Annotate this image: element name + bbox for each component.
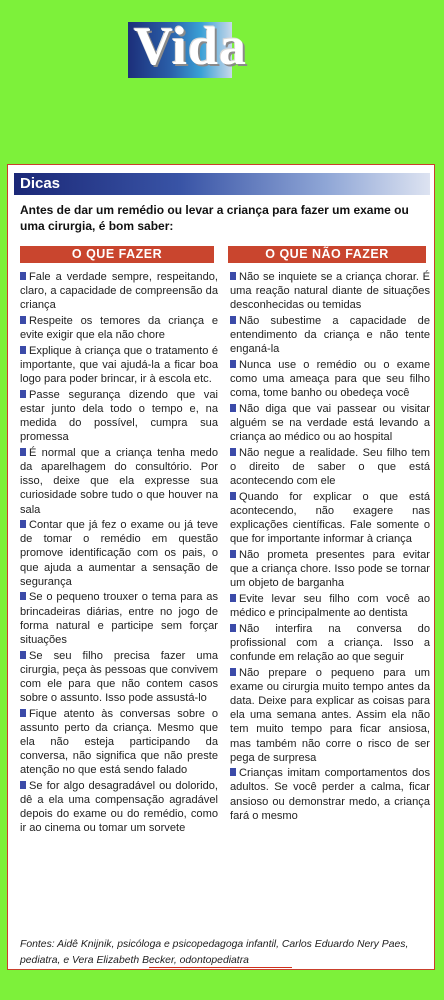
- list-item: Evite levar seu filho com você ao médico e principalmente ao dentista: [230, 592, 430, 620]
- tips-title: Dicas: [20, 175, 61, 192]
- bullet-icon: [20, 781, 26, 789]
- do-heading: O QUE FAZER: [20, 246, 214, 263]
- bullet-icon: [20, 651, 26, 659]
- bullet-icon: [230, 624, 236, 632]
- bullet-icon: [20, 709, 26, 717]
- do-list: [20, 270, 218, 837]
- list-item: Não interfira na conversa do profissional com a criança. Isso a confunde em relação ao que seguir: [230, 622, 430, 664]
- bullet-icon: [230, 316, 236, 324]
- list-item: Fale a verdade sempre, respeitando, claro, a capacidade de compreensão da criança: [20, 271, 218, 312]
- list-item: Crianças imitam comportamentos dos adultos. Se você perder a calma, ficar ansioso ou demonstrar medo, a criança fará o mesmo: [230, 767, 430, 822]
- bullet-icon: [20, 272, 26, 280]
- bullet-icon: [20, 390, 26, 398]
- bullet-icon: [230, 550, 236, 558]
- list-item: Respeite os temores da criança e evite exigir que ela não chore: [20, 314, 218, 342]
- list-item: Se for algo desagradável ou dolorido, dê a ela uma compensação agradável depois do exame ou do remédio, como ir ao cinema ou tomar um sorvete: [20, 779, 218, 835]
- bullet-icon: [230, 448, 236, 456]
- bullet-icon: [230, 360, 236, 368]
- bullet-icon: [230, 404, 236, 412]
- list-item: Se seu filho precisa fazer uma cirurgia, peça às pessoas que convivem com ele para que não contem casos sobre o assunto. Isso pode assustá-lo: [20, 649, 218, 705]
- bullet-icon: [20, 346, 26, 354]
- tips-header-bar: [14, 173, 430, 195]
- bullet-icon: [20, 316, 26, 324]
- list-item: Não prepare o pequeno para um exame ou cirurgia muito tempo antes da data. Deixe para explicar as coisas para ela uma semana antes. Assim ela não tem muito tempo para ficar ansiosa, mas também não corre o risco de ser pega de surpresa: [230, 666, 430, 764]
- bullet-icon: [230, 594, 236, 602]
- list-item: Quando for explicar o que está acontecendo, não exagere nas explicações científicas. Fale somente o que for importante informar à criança: [230, 490, 430, 546]
- list-item: Explique à criança que o tratamento é importante, que vai ajudá-la a ficar boa logo para poder brincar, ir à escola etc.: [20, 344, 218, 386]
- bullet-icon: [20, 520, 26, 528]
- list-item: Contar que já fez o exame ou já teve de tomar o remédio em questão promove identificação com os pais, o que ajuda a aumentar a sensação de segurança: [20, 519, 218, 588]
- dont-list: [230, 270, 430, 824]
- list-item: Não prometa presentes para evitar que a criança chore. Isso pode se tornar um objeto de barganha: [230, 548, 430, 590]
- list-item: É normal que a criança tenha medo da aparelhagem do consultório. Por isso, deixe que ela expresse sua curiosidade sobre tudo o que houver na sala: [20, 446, 218, 516]
- list-item: Se o pequeno trouxer o tema para as brincadeiras diárias, entre no jogo de forma natural e participe sem forçar situações: [20, 591, 218, 646]
- list-item: Passe segurança dizendo que vai estar junto dela todo o tempo e, na medida do possível, cumpra sua promessa: [20, 388, 218, 444]
- bullet-icon: [230, 668, 236, 676]
- list-item: Não se inquiete se a criança chorar. É uma reação natural diante de situações desconhecidas ou temidas: [230, 271, 430, 312]
- bullet-icon: [20, 592, 26, 600]
- sources-credit: Fontes: Aidê Knijnik, psicóloga e psicopedagoga infantil, Carlos Eduardo Nery Paes, pediatra, e Vera Elizabeth Becker, odontopediatra: [20, 939, 409, 966]
- dont-heading: O QUE NÃO FAZER: [228, 246, 426, 263]
- list-item: Nunca use o remédio ou o exame como uma ameaça para que seu filho coma, tome banho ou obedeça você: [230, 358, 430, 400]
- intro-text: Antes de dar um remédio ou levar a criança para fazer um exame ou uma cirurgia, é bom saber:: [20, 203, 409, 233]
- list-item: Não diga que vai passear ou visitar alguém se na verdade está levando a criança ao médico ou ao hospital: [230, 402, 430, 444]
- bullet-icon: [20, 448, 26, 456]
- section-title: Vida: [134, 16, 248, 76]
- list-item: Não subestime a capacidade de entendimento da criança e não tente enganá-la: [230, 314, 430, 356]
- bullet-icon: [230, 768, 236, 776]
- highlight-underline: [149, 967, 292, 968]
- bullet-icon: [230, 492, 236, 500]
- list-item: Não negue a realidade. Seu filho tem o direito de saber o que está acontecendo com ele: [230, 446, 430, 488]
- list-item: Fique atento às conversas sobre o assunto perto da criança. Mesmo que ela não esteja participando da conversa, não significa que não preste atenção no que está sendo falado: [20, 707, 218, 777]
- bullet-icon: [230, 272, 236, 280]
